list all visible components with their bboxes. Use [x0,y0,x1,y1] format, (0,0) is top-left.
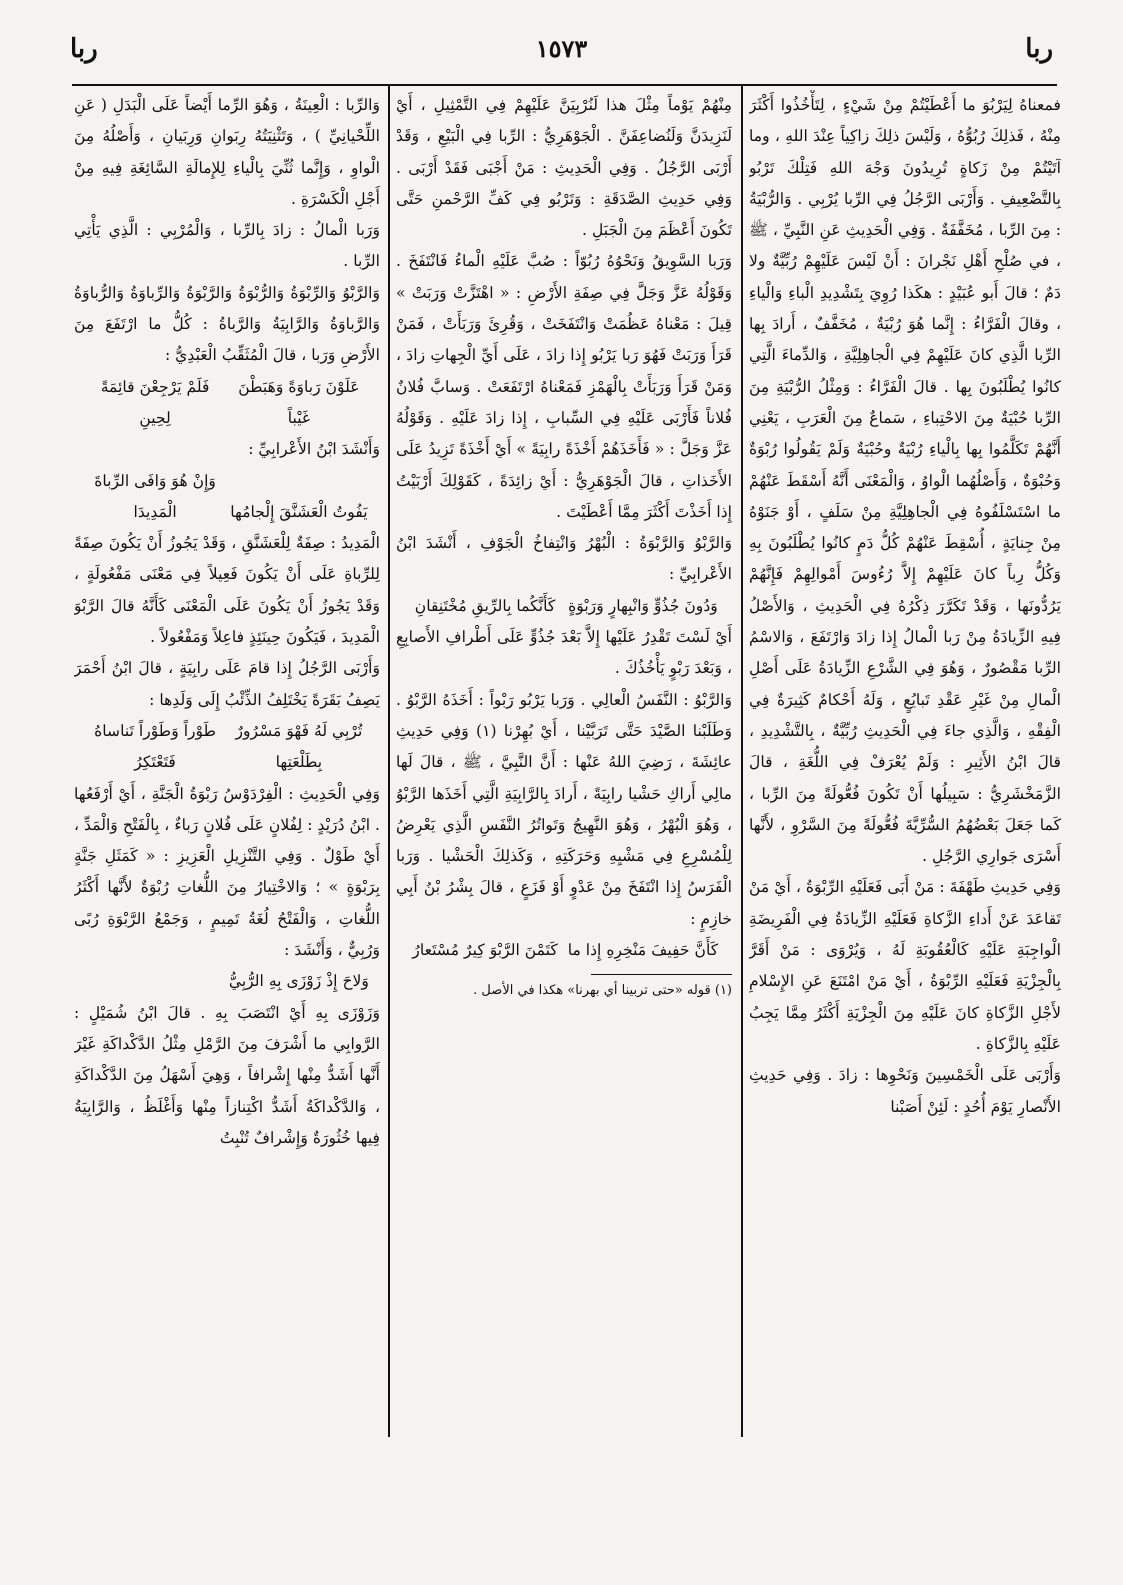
verse-line [396,591,732,622]
hemistich: كَأَنَّكُما بِالرِّيقِ مُخْتَنِقانِ [414,596,556,615]
entry-paragraph: وَالرَّبْوُ وَالرِّبْوَةُ وَالرُّبْوَةُ وَالرَّبْوَةُ وَالرِّباوَةُ وَالرُّباوَةُ وَالرَّباوَةُ وَالرَّابِيَةُ وَالرَّباةُ : كُلُّ ما ارْتَفَعَ مِنَ الأَرْضِ وَرَبا ، قالَ الْمُثَقِّبُ الْعَبْدِيُّ : [74,283,380,365]
column-divider [388,86,390,1437]
entry-paragraph: فمعناهُ لِيَرْبُوَ ما أَعْطَيْتُمْ مِنْ شَيْءٍ ، لِتَأْخُذُوا أَكْثَرَ مِنْهُ ، فَذلِكَ رُبُوُّهُ ، وَلَيْسَ ذلِكَ زاكِياً عِنْدَ اللهِ ، وما آتَيْتُمْ مِنْ زَكاةٍ تُرِيدُونَ وَجْهَ اللهِ فَتِلْكَ تَرْبُو بِالتَّضْعِيفِ . وَأَرْبَى الرَّجُلُ فِي الرِّبا يُرْبِي . وَالرُّبْيَةُ : مِنَ الرِّبا ، مُخَفَّفَةٌ . وَفِي الْحَدِيثِ عَنِ النَّبِيِّ ، ﷺ ، في صُلْحِ أَهْلِ نَجْرانَ : أَنْ لَيْسَ عَلَيْهِمْ رُبِّيَّةٌ ولا دَمٌ ؛ قالَ أَبو عُبَيْدٍ : هكَذا رُوِيَ بِتَشْدِيدِ الْباءِ وَالْياءِ ، وقالَ الْفَرَّاءُ : إِنَّما هُوَ رُبْيَةٌ ، مُخَفَّفٌ ، أَرادَ بِها الرِّبا الَّذِي كانَ عَلَيْهِمْ فِي الْجاهِلِيَّةِ ، وَالدِّماءَ الَّتِي كانُوا يُطْلَبُونَ بِها . قالَ الْفَرَّاءُ : وَمِثْلُ الرُّبْيَةِ مِنَ الرِّبا حُبْيَةٌ مِنَ الاحْتِباءِ ، سَماعٌ مِنَ الْعَرَبِ ، يَعْنِي أَنَّهُمْ تَكَلَّمُوا بِها بِالْياءِ رُبْيَةٌ وحُبْيَةٌ وَلَمْ يَقُولُوا رُبْوَةٌ وَحُبْوَةٌ ، وَأَصْلُهُما الْواوُ ، وَالْمَعْنَى أَنَّهُ أَسْقَطَ عَنْهُمْ ما اسْتَسْلَفُوهُ فِي الْجاهِلِيَّةِ مِنْ سَلَفٍ ، أَوْ جَنَوْهُ مِنْ جِنايَةٍ ، أُسْقِطَ عَنْهُمْ كُلُّ دَمٍ كانُوا يُطْلَبُونَ بِهِ وَكُلُّ رِباً كانَ عَلَيْهِمْ إِلاَّ رُءُوسَ أَمْوالِهِمْ فَإِنَّهُمْ يَرُدُّونَها ، وَقَدْ تَكَرَّرَ ذِكْرُهُ فِي الْحَدِيثِ ، وَالأَصْلُ فِيهِ الزِّيادَةُ مِنْ رَبا الْمالُ إِذا زادَ وَارْتَفَعَ ، وَالاسْمُ الرِّبا مَقْصُورٌ ، وَهُوَ فِي الشَّرْعِ الزِّيادَةُ عَلَى أَصْلِ الْمالِ مِنْ غَيْرِ عَقْدِ تَبايُعٍ ، وَلَهُ أَحْكامٌ كَثِيرَةٌ فِي الْفِقْهِ ، وَالَّذِي جاءَ فِي الْحَدِيثِ رُبِّيَّةٌ ، بِالتَّشْدِيدِ ، قالَ ابْنُ الأَثِيرِ : وَلَمْ يُعْرَفْ فِي اللُّغَةِ ، قالَ الزَّمَخْشَرِيُّ : سَبِيلُها أَنْ تَكُونَ فُعُّولَةً مِنَ الرِّبا ، كَما جَعَلَ بَعْضُهُمُ السُّرِّيَّةَ فُعُّولَةً مِنَ السَّرْوِ ، لأَنَّها أَسْرَى جَوارِي الرَّجُلِ . [749,96,1061,866]
entry-paragraph: مِنْهُمْ يَوْماً مِثْلَ هذا لَنُرْبِيَنَّ عَلَيْهِمْ فِي التَّمْثِيلِ ، أَيْ لَنَزِيدَنَّ وَلَنُضاعِفَنَّ . الْجَوْهَرِيُّ : الرِّبا فِي الْبَيْعِ ، وَقَدْ أَرْبَى الرَّجُلُ . وَفِي الْحَدِيثِ : مَنْ أَجْبَى فَقَدْ أَرْبَى . وَفِي حَدِيثِ الصَّدَقَةِ : وَتَرْبُو فِي كَفِّ الرَّحْمنِ حَتَّى تَكُونَ أَعْظَمَ مِنَ الْجَبَلِ . [396,96,732,240]
entry-paragraph: وَالرَّبْوُ وَالرَّبْوَةُ : الْبُهْرُ وَانْتِفاخُ الْجَوْفِ ، أَنْشَدَ ابْنُ الأَعْرابِيِّ : [396,534,732,584]
entry-paragraph: وَأَرْبَى الرَّجُلُ إِذا قامَ عَلَى رابِيَةٍ ، قالَ ابْنُ أَحْمَرَ يَصِفُ بَقَرَةً يَخْتَلِفُ الذِّئْبُ إِلَى وَلَدِها : [74,659,380,709]
column-divider [741,86,743,1437]
running-head-right: ربا [1025,34,1053,64]
hemistich: وَإِنْ هُوَ وَافَى الرِّباةَ الْمَدِيدَا [94,471,216,521]
entry-paragraph: أَيْ لَسْتَ تَقْدِرُ عَلَيْها إِلاَّ بَعْدَ جُذُوٍّ عَلَى أَطْرافِ الأَصابِعِ ، وَبَعْدَ رَبْوٍ يَأْخُذُكَ . [396,628,732,678]
entry-paragraph: الْمَدِيدُ : صِفَةٌ لِلْعَشَنَّقِ ، وَقَدْ يَجُوزُ أَنْ يَكُونَ صِفَةً لِلرِّباةِ عَلَى أَنْ يَكُونَ فَعِيلاً فِي مَعْنَى مَفْعُولَةٍ ، وَقَدْ يَجُوزُ أَنْ يَكُونَ عَلَى الْمَعْنَى كَأَنَّهُ قالَ الرَّبْوَ الْمَدِيدَ ، فَيَكُونَ حِينَئِذٍ فاعِلاً وَمَفْعُولاً . [74,534,380,647]
verse-line [74,466,380,529]
entry-paragraph: وَأَنْشَدَ ابْنُ الأَعْرابِيِّ : [248,440,380,459]
entry-paragraph: وَرَبا السَّوِيقُ وَنَحْوُهُ رُبُوّاً : صُبَّ عَلَيْهِ الْماءُ فَانْتَفَخَ . وَقَوْلُهُ عَزَّ وَجَلَّ فِي صِفَةِ الأَرْضِ : « اهْتَزَّتْ وَرَبَتْ » قِيلَ : مَعْناهُ عَظُمَتْ وَانْتَفَخَتْ ، وَقُرِئَ وَرَبَأَتْ ، فَمَنْ قَرَأَ وَرَبَتْ فَهُوَ رَبا يَرْبُو إِذا زادَ ، عَلَى أَيِّ الْجِهاتِ زادَ ، وَمَنْ قَرَأَ وَرَبَأَتْ بِالْهَمْزِ فَمَعْناهُ ارْتَفَعَتْ . وَسابَّ فُلانٌ فُلاناً فَأَرْبَى عَلَيْهِ فِي السِّبابِ ، إِذا زادَ عَلَيْهِ . وَقَوْلُهُ عَزَّ وَجَلَّ : « فَأَخَذَهُمْ أَخْذَةً رابِيَةً » أَيْ أَخْذَةً تَزِيدُ عَلَى الأَخَذاتِ ، قالَ الْجَوْهَرِيُّ : أَيْ زائِدَةً ، كَقَوْلِكَ أَرْبَيْتُ إِذا أَخَذْتَ أَكْثَرَ مِمَّا أَعْطَيْتَ . [396,252,732,521]
hemistich: تُرْبِي لَهُ فَهْوَ مَسْرُورٌ بِطَلْعَتِها [235,721,363,772]
hemistich: يَفُوتُ الْعَشَنَّقَ إِلْجامُها [230,502,368,521]
entry-paragraph: وَأَرْبَى عَلَى الْخَمْسِينَ وَنَحْوِها : زادَ . وَفِي حَدِيثِ الأَنْصارِ يَوْمَ أُحُدٍ : لَئِنْ أَصَبْنا [749,1066,1061,1116]
hemistich: طَوْراً وَطَوْراً تَناساهُ فَتَعْتَكِرُ [94,721,217,772]
page-number: ١٥٧٣ [535,34,588,63]
column-right [749,90,1061,1525]
hemistich: عَلَوْنَ رَباوَةً وَهَبَطْنَ غَيْباً [238,377,360,427]
hemistich: وَلاحَ إِذْ زَوْزَى بِهِ الرُّبِيُّ [228,972,369,991]
hemistich: كَتَمْنَ الرَّبْوَ كِيرٌ مُسْتَعارُ [412,941,558,960]
verse-line [74,966,380,997]
entry-paragraph: وَرَبا الْمالُ : زادَ بِالرِّبا ، وَالْمُرْبِي : الَّذِي يَأْتِي الرِّبا . [74,221,380,271]
entry-paragraph: وَزَوْزَى بِهِ أَيْ انْتَصَبَ بِهِ . قالَ ابْنُ شُمَيْلٍ : الرَّوابِي ما أَشْرَفَ مِنَ الرَّمْلِ مِثْلُ الدَّكْداكَةِ غَيْرَ أَنَّها أَشَدُّ مِنْها إِشْرافاً ، وَهِيَ أَسْهَلُ مِنَ الدَّكْداكَةِ ، وَالدَّكْداكَةُ أَشَدُّ اكْتِنازاً مِنْها وَأَغْلَظُ ، وَالرَّابِيَةُ فِيها خُثُورَةٌ وَإِشْرافٌ تُنْبِتُ [74,1003,380,1147]
verse-line [396,935,732,966]
hemistich: فَلَمْ يَرْجِعْنَ قائِمَةً لِحِينِ [100,377,210,427]
column-left [74,90,380,1525]
running-head-left: ربا [70,34,98,64]
footnote-rule [591,974,732,975]
column-middle [396,90,732,1525]
page-header [62,28,1061,78]
verse-line [74,372,380,435]
footnote: (١) قوله «حتى تربينا أي بهرنا» هكذا في الأصل . [473,983,732,999]
header-rule [72,84,1057,86]
hemistich: وَدُونَ جُذُوٍّ وَانْبِهارٍ وَرَبْوَةٍ [568,596,718,615]
verse-line [74,716,380,779]
entry-paragraph: وَفِي الْحَدِيثِ : الْفِرْدَوْسُ رَبْوَةُ الْجَنَّةِ ، أَيْ أَرْفَعُها . ابْنُ دُرَيْدٍ : لِفُلانٍ عَلَى فُلانٍ رَباءٌ ، بِالْفَتْحِ وَالْمَدِّ ، أَيْ طَوْلٌ . وَفِي التَّنْزِيلِ الْعَزِيزِ : « كَمَثَلِ جَنَّةٍ بِرَبْوَةٍ » ؛ وَالاخْتِيارُ مِنَ اللُّغاتِ رُبْوَةٌ لأَنَّها أَكْثَرُ اللُّغاتِ ، وَالْفَتْحُ لُغَةُ تَمِيمٍ ، وَجَمْعُ الرَّبْوَةِ رُبًى وَرُبِيٌّ ، وَأَنْشَدَ : [74,784,380,960]
entry-paragraph: وَالرِّبا : الْعِينَةُ ، وَهُوَ الرِّما أَيْضاً عَلَى الْبَدَلِ ( عَنِ اللِّحْيانِيِّ ) ، وَتَثْنِيَتُهُ رِبَوانِ وَرِبَيانِ ، وَأَصْلُهُ مِنَ الْواوِ ، وَإِنَّما ثُنِّيَ بِالْياءِ لِلإِمالَةِ السَّائِغَةِ فِيهِ مِنْ أَجْلِ الْكَسْرَةِ . [74,96,380,208]
hemistich: كَأَنَّ حَفِيفَ مَنْخِرِهِ إِذا ما [567,941,719,960]
entry-paragraph: وَالرَّبْوُ : النَّفَسُ الْعالِي . وَرَبا يَرْبُو رَبْواً : أَخَذَهُ الرَّبْوُ . وَطَلَبْنا الصَّيْدَ حَتَّى تَرَبَّيْنا ، أَيْ بُهِرْنا (١) وَفِي حَدِيثِ عائِشَةَ ، رَضِيَ اللهُ عَنْها : أَنَّ النَّبِيَّ ، ﷺ ، قالَ لَها مالِي أَراكِ حَشْيا رابِيَةً ، أَرادَ بِالرَّابِيَةِ الَّتِي أَخَذَها الرَّبْوُ ، وَهُوَ الْبُهْرُ ، وَهُوَ النَّهِيجُ وَتَواتُرُ النَّفَسِ الَّذِي يَعْرِضُ لِلْمُسْرِعِ فِي مَشْيِهِ وَحَرَكَتِهِ ، وَكَذلِكَ الْحَشْيا . وَرَبا الْفَرَسُ إِذا انْتَفَخَ مِنْ عَدْوٍ أَوْ فَزَعٍ ، قالَ بِشْرُ بْنُ أَبِي خازِمٍ : [396,690,732,928]
entry-paragraph: وَفِي حَدِيثِ طَهْفَةَ : مَنْ أَبَى فَعَلَيْهِ الرِّبْوَةُ ، أَيْ مَنْ تَقاعَدَ عَنْ أَداءِ الزَّكاةِ فَعَلَيْهِ الزِّيادَةُ فِي الْفَرِيضَةِ الْواجِبَةِ عَلَيْهِ كَالْعُقُوبَةِ لَهُ ، وَيُرْوَى : مَنْ أَقَرَّ بِالْجِزْيَةِ فَعَلَيْهِ الرِّبْوَةُ ، أَيْ مَنْ امْتَنَعَ عَنِ الإِسْلامِ لأَجْلِ الزَّكاةِ كانَ عَلَيْهِ مِنَ الْجِزْيَةِ أَكْثَرُ مِمَّا يَجِبُ عَلَيْهِ بِالزَّكاةِ . [749,878,1061,1053]
